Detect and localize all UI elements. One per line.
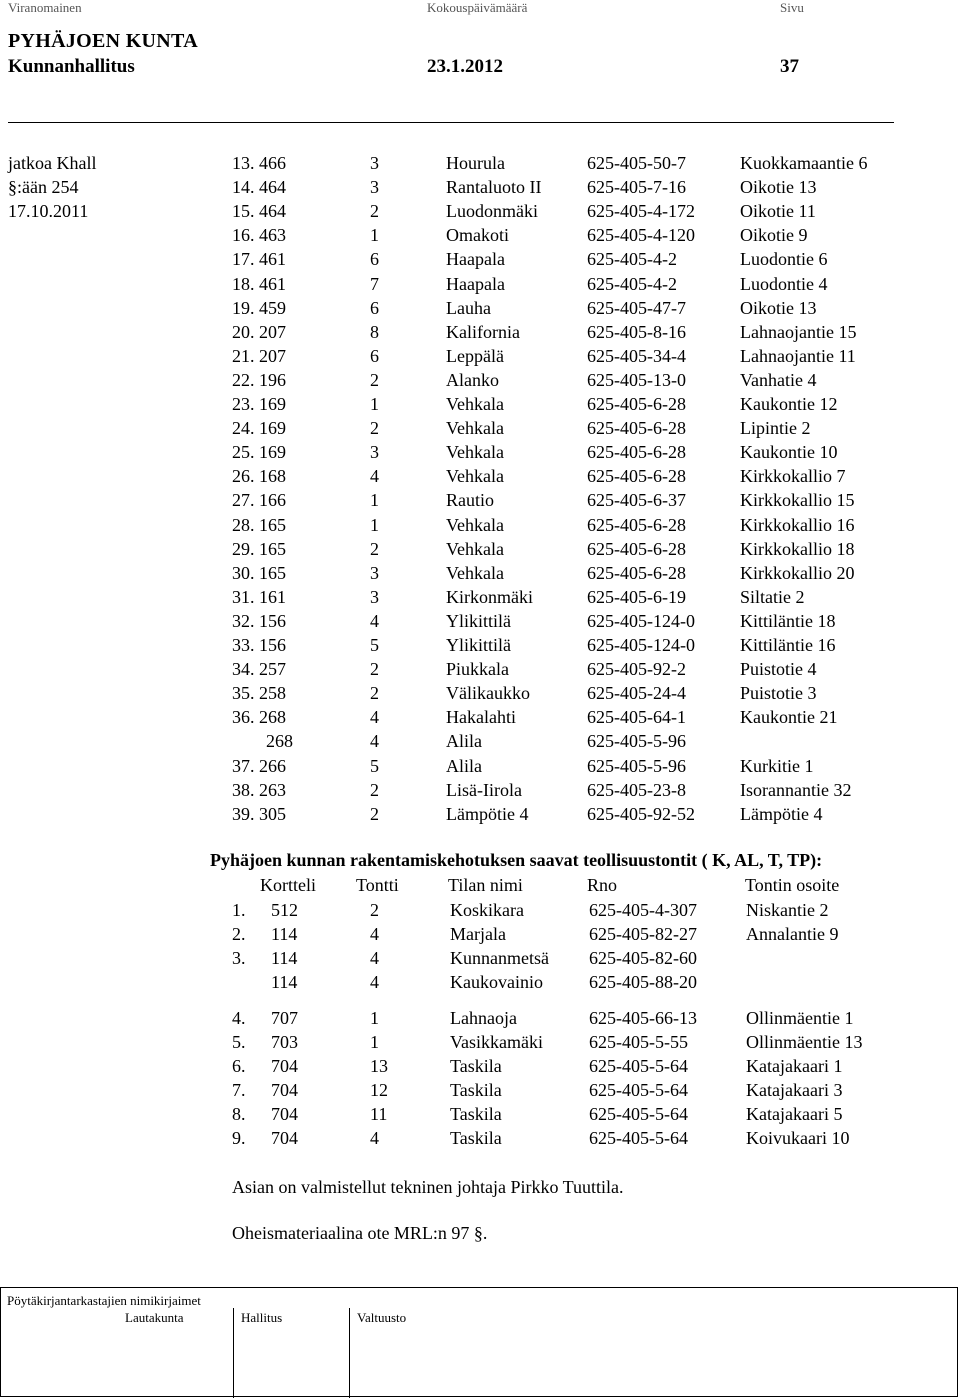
property-name: Kirkonmäki <box>446 586 533 607</box>
block-number: 114 <box>271 924 298 944</box>
industrial-header-row <box>0 873 960 897</box>
list-item <box>0 633 960 657</box>
list-item <box>0 247 960 271</box>
list-item <box>0 946 960 970</box>
plot-address: Kaukontie 10 <box>740 442 838 463</box>
plot-number: 37. 266 <box>232 755 286 776</box>
plot-address: Oikotie 13 <box>740 177 817 198</box>
footer-col-council: Valtuusto <box>357 1310 407 1325</box>
plot-number: 15. 464 <box>232 201 286 222</box>
plot-number: 35. 258 <box>232 683 286 704</box>
property-rno: 625-405-5-96 <box>587 731 686 752</box>
list-item <box>0 199 960 223</box>
plot-id: 1 <box>370 225 379 246</box>
row-index: 4. <box>232 1008 246 1028</box>
block-number: 512 <box>271 900 298 920</box>
list-item <box>0 1006 960 1030</box>
plot-address: Oikotie 11 <box>740 201 816 222</box>
property-rno: 625-405-124-0 <box>587 635 695 655</box>
plot-id: 4 <box>370 707 379 728</box>
list-item <box>0 416 960 440</box>
property-name: Ylikittilä <box>446 610 511 631</box>
footer-col-board: Lautakunta <box>125 1310 184 1325</box>
plot-number: 14. 464 <box>232 177 286 198</box>
property-rno: 625-405-6-28 <box>587 514 686 535</box>
property-name: Luodonmäki <box>446 201 538 222</box>
property-name: Vehkala <box>446 466 504 487</box>
plot-number: 34. 257 <box>232 659 286 680</box>
header-address: Tontin osoite <box>745 875 840 895</box>
plot-id: 6 <box>370 249 379 270</box>
header-divider <box>8 122 894 123</box>
property-name: Omakoti <box>446 225 509 246</box>
property-name: Vehkala <box>446 514 504 535</box>
plot-id: 5 <box>370 635 379 655</box>
plot-id: 4 <box>370 972 379 992</box>
list-item <box>0 296 960 320</box>
list-item <box>0 151 960 175</box>
list-item <box>0 681 960 705</box>
plot-address: Ollinmäentie 13 <box>746 1032 863 1052</box>
plot-address: Kirkkokallio 7 <box>740 466 846 487</box>
plot-id: 4 <box>370 924 379 944</box>
property-rno: 625-405-92-2 <box>587 659 686 680</box>
plot-id: 4 <box>370 1128 379 1148</box>
plot-number: 24. 169 <box>232 418 286 439</box>
property-rno: 625-405-124-0 <box>587 610 695 631</box>
list-item <box>0 585 960 609</box>
property-rno: 625-405-6-19 <box>587 586 686 607</box>
plot-id: 1 <box>370 514 379 535</box>
plot-address: Oikotie 13 <box>740 297 817 318</box>
property-rno: 625-405-4-120 <box>587 225 695 246</box>
property-rno: 625-405-6-28 <box>587 538 686 559</box>
property-name: Välikaukko <box>446 683 530 704</box>
list-item <box>0 513 960 537</box>
plot-address: Luodontie 6 <box>740 249 828 270</box>
row-index: 9. <box>232 1128 246 1148</box>
list-item <box>0 1102 960 1126</box>
plot-address: Vanhatie 4 <box>740 369 817 390</box>
property-rno: 625-405-34-4 <box>587 345 686 366</box>
header-label-meeting-date: Kokouspäivämäärä <box>427 0 528 15</box>
plot-number: 21. 207 <box>232 345 286 366</box>
plot-id: 6 <box>370 297 379 318</box>
plot-address: Katajakaari 3 <box>746 1080 843 1100</box>
property-name: Vehkala <box>446 538 504 559</box>
plot-number: 268 <box>266 731 293 752</box>
plot-id: 4 <box>370 948 379 968</box>
property-rno: 625-405-5-64 <box>589 1080 688 1100</box>
property-name: Vehkala <box>446 562 504 583</box>
property-name: Lämpötie 4 <box>446 803 529 824</box>
plot-id: 1 <box>370 1008 379 1028</box>
block-number: 704 <box>271 1104 298 1124</box>
row-index: 2. <box>232 924 246 944</box>
list-item <box>0 368 960 392</box>
list-item <box>0 898 960 922</box>
list-item <box>0 392 960 416</box>
industrial-section-title: Pyhäjoen kunnan rakentamiskehotuksen saavat teollisuustontit ( K, AL, T, TP): <box>210 850 823 870</box>
context-line-3: 17.10.2011 <box>8 201 89 221</box>
list-item <box>0 754 960 778</box>
list-item <box>0 488 960 512</box>
property-rno: 625-405-6-28 <box>587 442 686 463</box>
list-item <box>0 537 960 561</box>
property-name: Kalifornia <box>446 321 520 342</box>
plot-id: 2 <box>370 683 379 704</box>
property-rno: 625-405-47-7 <box>587 297 686 318</box>
plot-id: 6 <box>370 345 379 366</box>
header-name: Tilan nimi <box>448 875 523 895</box>
plot-id: 3 <box>370 153 379 173</box>
plot-number: 23. 169 <box>232 394 286 414</box>
plot-number: 19. 459 <box>232 297 286 318</box>
plot-id: 2 <box>370 659 379 680</box>
list-item <box>0 344 960 368</box>
list-item <box>0 922 960 946</box>
plot-address: Kittiläntie 16 <box>740 635 836 655</box>
plot-id: 3 <box>370 177 379 198</box>
plot-address: Kirkkokallio 16 <box>740 514 855 535</box>
property-name: Hourula <box>446 153 505 173</box>
list-item <box>0 705 960 729</box>
property-name: Koskikara <box>450 900 524 920</box>
property-rno: 625-405-82-27 <box>589 924 697 944</box>
list-item <box>0 778 960 802</box>
property-rno: 625-405-4-2 <box>587 273 677 294</box>
property-rno: 625-405-4-2 <box>587 249 677 270</box>
property-rno: 625-405-92-52 <box>587 803 695 824</box>
property-name: Taskila <box>450 1104 502 1124</box>
plot-number: 18. 461 <box>232 273 286 294</box>
property-name: Marjala <box>450 924 506 944</box>
list-item <box>0 561 960 585</box>
plot-address: Kittiläntie 18 <box>740 610 836 631</box>
plot-id: 8 <box>370 321 379 342</box>
page-number: 37 <box>780 56 799 77</box>
plot-number: 17. 461 <box>232 249 286 270</box>
plot-id: 2 <box>370 418 379 439</box>
plot-number: 28. 165 <box>232 514 286 535</box>
property-name: Piukkala <box>446 659 509 680</box>
property-rno: 625-405-5-96 <box>587 755 686 776</box>
property-name: Taskila <box>450 1128 502 1148</box>
plot-number: 32. 156 <box>232 610 286 631</box>
list-item <box>0 802 960 826</box>
property-name: Vehkala <box>446 394 504 414</box>
plot-number: 29. 165 <box>232 538 286 559</box>
plot-id: 2 <box>370 538 379 559</box>
plot-address: Kaukontie 21 <box>740 707 838 728</box>
plot-address: Katajakaari 5 <box>746 1104 843 1124</box>
property-name: Hakalahti <box>446 707 516 728</box>
property-rno: 625-405-88-20 <box>589 972 697 992</box>
list-item <box>0 729 960 753</box>
footer-divider <box>233 1308 234 1398</box>
prepared-by-note: Asian on valmistellut tekninen johtaja Pirkko Tuuttila. <box>232 1177 624 1197</box>
property-name: Vehkala <box>446 442 504 463</box>
property-name: Ylikittilä <box>446 635 511 655</box>
plot-id: 4 <box>370 610 379 631</box>
block-number: 703 <box>271 1032 298 1052</box>
plot-id: 4 <box>370 466 379 487</box>
plot-address: Kurkitie 1 <box>740 755 814 776</box>
block-number: 707 <box>271 1008 298 1028</box>
plot-id: 1 <box>370 490 379 511</box>
plot-address: Lämpötie 4 <box>740 803 823 824</box>
list-item <box>0 657 960 681</box>
list-item <box>0 440 960 464</box>
plot-number: 25. 169 <box>232 442 286 463</box>
plot-number: 27. 166 <box>232 490 286 511</box>
header-label-page: Sivu <box>780 0 804 15</box>
footer-initials-box <box>0 1287 958 1397</box>
block-number: 704 <box>271 1080 298 1100</box>
plot-id: 12 <box>370 1080 388 1100</box>
meeting-date: 23.1.2012 <box>427 56 503 77</box>
property-name: Taskila <box>450 1056 502 1076</box>
header-label-authority: Viranomainen <box>8 0 82 15</box>
plot-address: Ollinmäentie 1 <box>746 1008 854 1028</box>
plot-address: Siltatie 2 <box>740 586 805 607</box>
block-number: 704 <box>271 1128 298 1148</box>
property-name: Vasikkamäki <box>450 1032 543 1052</box>
plot-id: 2 <box>370 779 379 800</box>
plot-id: 2 <box>370 201 379 222</box>
property-rno: 625-405-5-64 <box>589 1056 688 1076</box>
plot-number: 16. 463 <box>232 225 286 246</box>
row-index: 8. <box>232 1104 246 1124</box>
property-rno: 625-405-5-55 <box>589 1032 688 1052</box>
plot-number: 26. 168 <box>232 466 286 487</box>
plot-address: Lipintie 2 <box>740 418 811 439</box>
footer-divider <box>349 1308 350 1398</box>
property-rno: 625-405-66-13 <box>589 1008 697 1028</box>
property-name: Rantaluoto II <box>446 177 542 198</box>
list-item <box>0 1030 960 1054</box>
row-index: 1. <box>232 900 246 920</box>
property-name: Lauha <box>446 297 491 318</box>
property-rno: 625-405-4-172 <box>587 201 695 222</box>
property-rno: 625-405-6-28 <box>587 466 686 487</box>
plot-address: Kirkkokallio 18 <box>740 538 855 559</box>
plot-id: 2 <box>370 900 379 920</box>
plot-address: Kaukontie 12 <box>740 394 838 414</box>
plot-id: 4 <box>370 731 379 752</box>
plot-address: Annalantie 9 <box>746 924 839 944</box>
plot-id: 3 <box>370 586 379 607</box>
footer-col-government: Hallitus <box>241 1310 283 1325</box>
plot-address: Puistotie 4 <box>740 659 817 680</box>
list-item <box>0 609 960 633</box>
plot-id: 1 <box>370 394 379 414</box>
plot-id: 2 <box>370 369 379 390</box>
property-rno: 625-405-7-16 <box>587 177 686 198</box>
property-name: Alanko <box>446 369 499 390</box>
plot-number: 30. 165 <box>232 562 286 583</box>
row-index: 3. <box>232 948 246 968</box>
property-name: Leppälä <box>446 345 504 366</box>
plot-id: 3 <box>370 442 379 463</box>
property-rno: 625-405-4-307 <box>589 900 697 920</box>
list-item <box>0 175 960 199</box>
property-name: Haapala <box>446 273 505 294</box>
plot-number: 31. 161 <box>232 586 286 607</box>
block-number: 114 <box>271 972 298 992</box>
plot-address: Koivukaari 10 <box>746 1128 850 1148</box>
context-line-1: jatkoa Khall <box>8 153 97 173</box>
organization-name: PYHÄJOEN KUNTA <box>8 30 198 52</box>
property-rno: 625-405-23-8 <box>587 779 686 800</box>
property-rno: 625-405-13-0 <box>587 369 686 390</box>
plot-number: 13. 466 <box>232 153 286 173</box>
header-plot: Tontti <box>356 875 399 895</box>
plot-id: 13 <box>370 1056 388 1076</box>
property-name: Kunnanmetsä <box>450 948 549 968</box>
plot-id: 7 <box>370 273 379 294</box>
header-block: Kortteli <box>260 875 316 895</box>
property-rno: 625-405-82-60 <box>589 948 697 968</box>
plot-id: 1 <box>370 1032 379 1052</box>
plot-address: Puistotie 3 <box>740 683 817 704</box>
list-item <box>0 320 960 344</box>
plot-address: Oikotie 9 <box>740 225 808 246</box>
property-name: Haapala <box>446 249 505 270</box>
block-number: 704 <box>271 1056 298 1076</box>
plot-address: Kirkkokallio 20 <box>740 562 855 583</box>
list-item <box>0 464 960 488</box>
plot-number: 33. 156 <box>232 635 286 655</box>
plot-address: Kirkkokallio 15 <box>740 490 855 511</box>
plot-number: 20. 207 <box>232 321 286 342</box>
plot-number: 39. 305 <box>232 803 286 824</box>
property-rno: 625-405-6-28 <box>587 418 686 439</box>
row-index: 7. <box>232 1080 246 1100</box>
plot-id: 11 <box>370 1104 388 1124</box>
list-item <box>0 1126 960 1150</box>
property-name: Lisä-Iirola <box>446 779 522 800</box>
property-rno: 625-405-64-1 <box>587 707 686 728</box>
header-rno: Rno <box>587 875 618 895</box>
list-item <box>0 970 960 994</box>
list-item <box>0 1054 960 1078</box>
plot-id: 3 <box>370 562 379 583</box>
plot-address: Niskantie 2 <box>746 900 829 920</box>
attachment-note: Oheismateriaalina ote MRL:n 97 §. <box>232 1223 488 1243</box>
block-number: 114 <box>271 948 298 968</box>
body-name: Kunnanhallitus <box>8 56 135 77</box>
plot-address: Lahnaojantie 15 <box>740 321 857 342</box>
property-rno: 625-405-5-64 <box>589 1128 688 1148</box>
property-name: Alila <box>446 731 482 752</box>
context-line-2: §:ään 254 <box>8 177 79 197</box>
row-index: 6. <box>232 1056 246 1076</box>
property-rno: 625-405-8-16 <box>587 321 686 342</box>
list-item <box>0 1078 960 1102</box>
property-name: Vehkala <box>446 418 504 439</box>
property-rno: 625-405-6-28 <box>587 394 686 414</box>
plot-address: Lahnaojantie 11 <box>740 345 856 366</box>
property-rno: 625-405-6-28 <box>587 562 686 583</box>
property-rno: 625-405-5-64 <box>589 1104 688 1124</box>
row-index: 5. <box>232 1032 246 1052</box>
plot-id: 5 <box>370 755 379 776</box>
footer-title: Pöytäkirjantarkastajien nimikirjaimet <box>7 1293 201 1308</box>
property-rno: 625-405-24-4 <box>587 683 686 704</box>
plot-number: 36. 268 <box>232 707 286 728</box>
property-name: Kaukovainio <box>450 972 543 992</box>
property-rno: 625-405-6-37 <box>587 490 686 511</box>
property-name: Alila <box>446 755 482 776</box>
plot-number: 22. 196 <box>232 369 286 390</box>
property-name: Lahnaoja <box>450 1008 517 1028</box>
plot-address: Isorannantie 32 <box>740 779 852 800</box>
property-name: Taskila <box>450 1080 502 1100</box>
plot-address: Katajakaari 1 <box>746 1056 843 1076</box>
property-rno: 625-405-50-7 <box>587 153 686 173</box>
plot-address: Kuokkamaantie 6 <box>740 153 868 173</box>
property-name: Rautio <box>446 490 494 511</box>
plot-id: 2 <box>370 803 379 824</box>
plot-number: 38. 263 <box>232 779 286 800</box>
list-item <box>0 272 960 296</box>
list-item <box>0 223 960 247</box>
plot-address: Luodontie 4 <box>740 273 828 294</box>
